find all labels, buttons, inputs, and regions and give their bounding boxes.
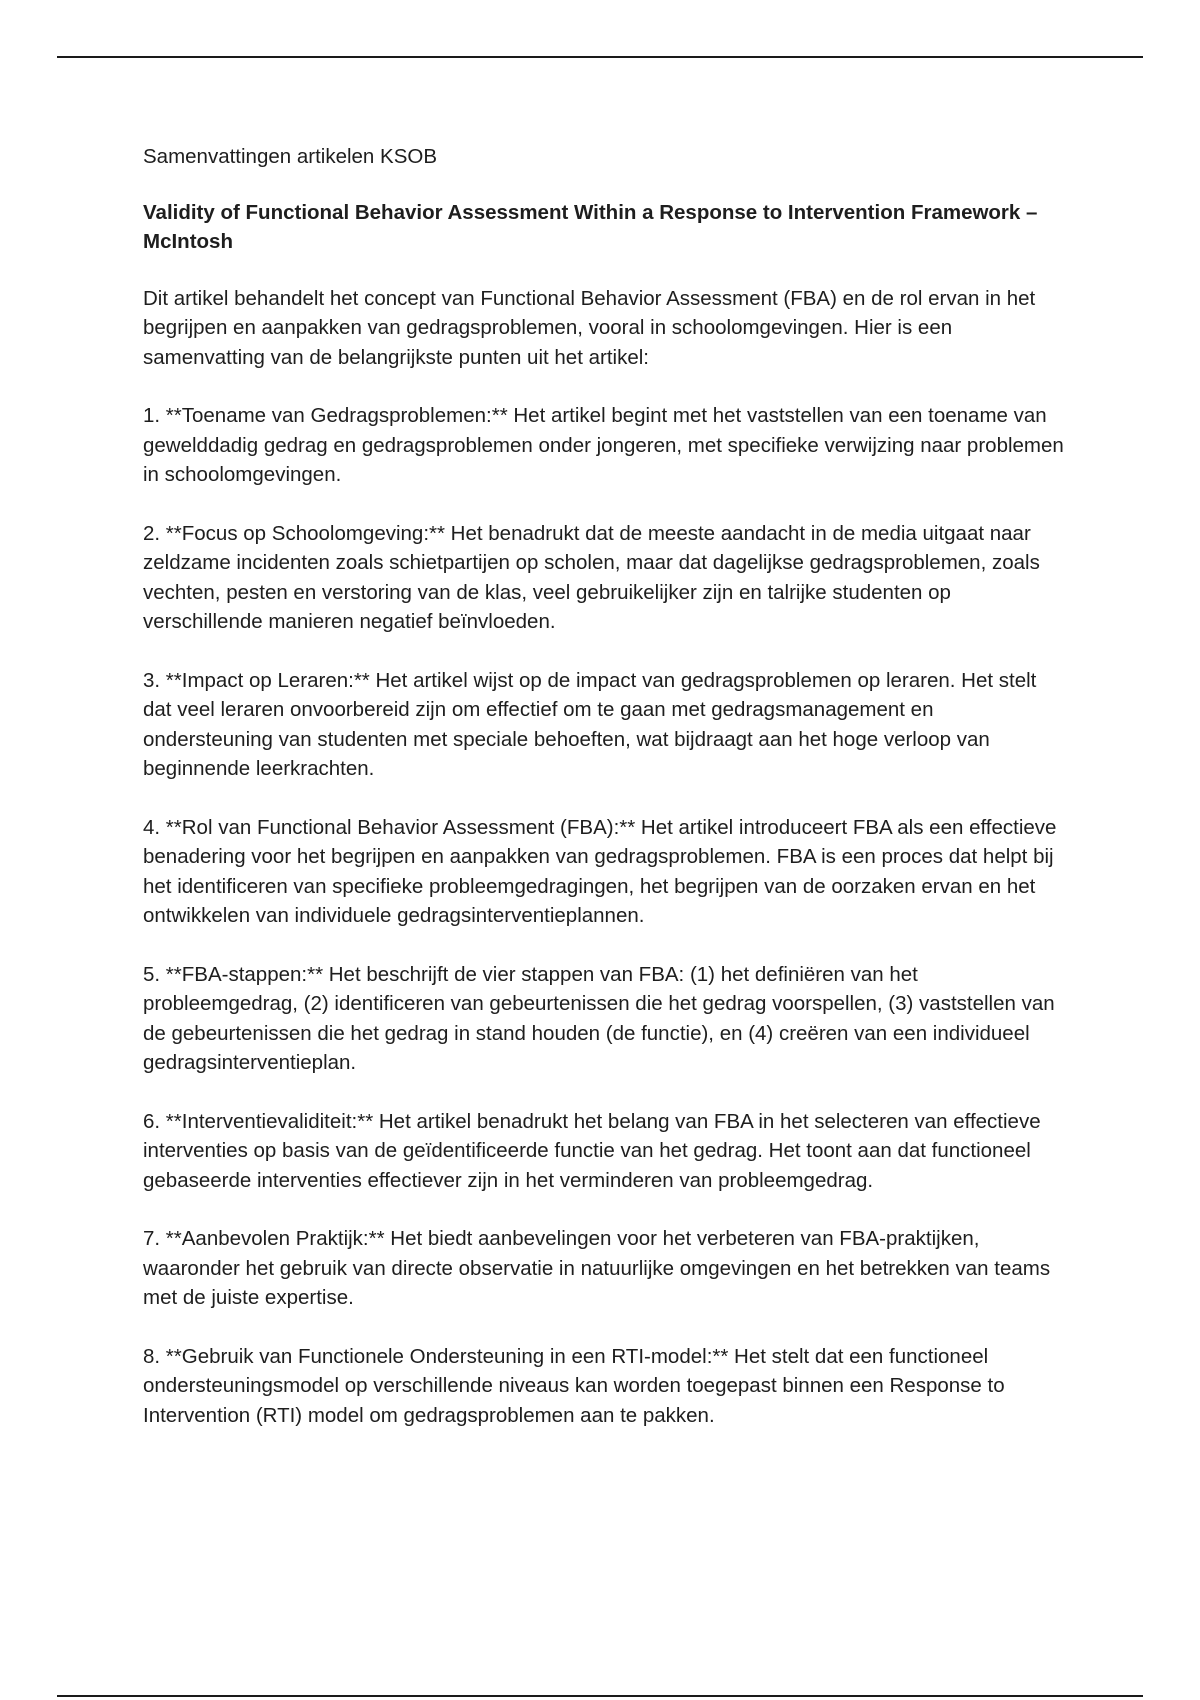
- summary-point-8: 8. **Gebruik van Functionele Ondersteuning in een RTI-model:** Het stelt dat een functioneel ondersteuningsmodel op verschillende niveaus kan worden toegepast binnen een Response to Intervention (RTI) model om gedragsproblemen aan te pakken.: [143, 1344, 1005, 1427]
- bottom-rule: [57, 1695, 1143, 1697]
- top-rule: [57, 56, 1143, 58]
- intro-paragraph: Dit artikel behandelt het concept van Functional Behavior Assessment (FBA) en de rol ervan in het begrijpen en aanpakken van gedragsproblemen, vooral in schoolomgevingen. Hier is een samenvatting van de belangrijkste punten uit het artikel:: [143, 286, 1036, 369]
- summary-point-2: 2. **Focus op Schoolomgeving:** Het benadrukt dat de meeste aandacht in de media uitgaat naar zeldzame incidenten zoals schietpartijen op scholen, maar dat dagelijkse gedragsproblemen, zoals vechten, pesten en verstoring van de klas, veel gebruikelijker zijn en talrijke studenten op verschillende manieren negatief beïnvloeden.: [143, 521, 1040, 633]
- summary-point-6: 6. **Interventievaliditeit:** Het artikel benadrukt het belang van FBA in het selecteren van effectieve interventies op basis van de geïdentificeerde functie van het gedrag. Het toont aan dat functioneel gebaseerde interventies effectiever zijn in het verminderen van probleemgedrag.: [143, 1109, 1041, 1192]
- summary-point-7: 7. **Aanbevolen Praktijk:** Het biedt aanbevelingen voor het verbeteren van FBA-praktijken, waaronder het gebruik van directe observatie in natuurlijke omgevingen en het betrekken van teams met de juiste expertise.: [143, 1227, 1051, 1309]
- document-page: [143, 142, 1068, 1459]
- summary-point-1: 1. **Toename van Gedragsproblemen:** Het artikel begint met het vaststellen van een toename van gewelddadig gedrag en gedragsproblemen onder jongeren, met specifieke verwijzing naar problemen in schoolomgevingen.: [143, 404, 1064, 486]
- summary-point-3: 3. **Impact op Leraren:** Het artikel wijst op de impact van gedragsproblemen op leraren. Het stelt dat veel leraren onvoorbereid zijn om effectief om te gaan met gedragsmanagement en ondersteuning van studenten met speciale behoeften, wat bijdraagt aan het hoge verloop van beginnende leerkrachten.: [143, 668, 1037, 780]
- article-heading: Validity of Functional Behavior Assessment Within a Response to Intervention Framework – McIntosh: [143, 200, 1038, 253]
- summary-point-4: 4. **Rol van Functional Behavior Assessment (FBA):** Het artikel introduceert FBA als een effectieve benadering voor het begrijpen en aanpakken van gedragsproblemen. FBA is een proces dat helpt bij het identificeren van specifieke probleemgedragingen, het begrijpen van de oorzaken ervan en het ontwikkelen van individuele gedragsinterventieplannen.: [143, 815, 1057, 927]
- summary-point-5: 5. **FBA-stappen:** Het beschrijft de vier stappen van FBA: (1) het definiëren van het probleemgedrag, (2) identificeren van gebeurtenissen die het gedrag voorspellen, (3) vaststellen van de gebeurtenissen die het gedrag in stand houden (de functie), en (4) creëren van een individueel gedragsinterventieplan.: [143, 962, 1055, 1074]
- document-title: Samenvattingen artikelen KSOB: [143, 145, 437, 168]
